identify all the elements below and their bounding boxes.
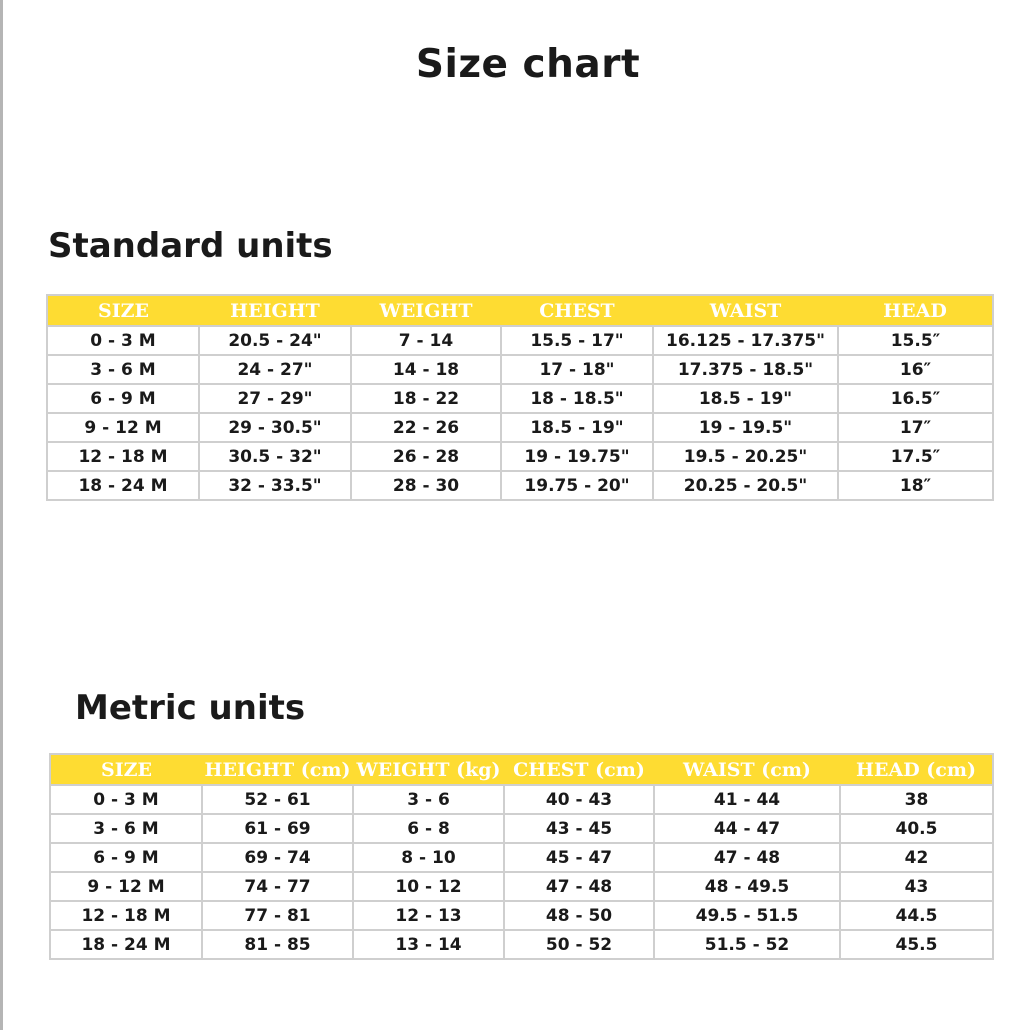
table-row — [50, 901, 993, 930]
table-cell: 10 - 12 — [353, 872, 504, 901]
table-cell: 38 — [840, 785, 993, 814]
table-cell: 32 - 33.5" — [199, 471, 351, 500]
table-cell: 19.75 - 20" — [501, 471, 653, 500]
metric-size-table — [49, 753, 994, 960]
table-cell: 0 - 3 M — [47, 326, 199, 355]
table-row — [47, 442, 993, 471]
table-cell: 6 - 8 — [353, 814, 504, 843]
table-cell: 12 - 13 — [353, 901, 504, 930]
table-cell: 20.5 - 24" — [199, 326, 351, 355]
table-row — [50, 814, 993, 843]
table-cell: 41 - 44 — [654, 785, 840, 814]
standard-size-table — [46, 294, 994, 501]
table-cell: 18 - 22 — [351, 384, 501, 413]
table-cell: 28 - 30 — [351, 471, 501, 500]
table-row — [50, 843, 993, 872]
table-cell: 22 - 26 — [351, 413, 501, 442]
metric-units-heading: Metric units — [75, 688, 306, 728]
table-cell: 19 - 19.75" — [501, 442, 653, 471]
table-cell: 29 - 30.5" — [199, 413, 351, 442]
page-left-border — [0, 0, 3, 1030]
column-header: SIZE — [47, 295, 199, 326]
table-cell: 43 — [840, 872, 993, 901]
table-cell: 43 - 45 — [504, 814, 654, 843]
table-header-row — [50, 754, 993, 785]
table-cell: 18 - 24 M — [47, 471, 199, 500]
table-cell: 69 - 74 — [202, 843, 353, 872]
table-cell: 26 - 28 — [351, 442, 501, 471]
table-row — [50, 872, 993, 901]
column-header: CHEST — [501, 295, 653, 326]
table-cell: 16.125 - 17.375" — [653, 326, 838, 355]
table-cell: 6 - 9 M — [50, 843, 202, 872]
column-header: HEAD — [838, 295, 993, 326]
table-cell: 49.5 - 51.5 — [654, 901, 840, 930]
column-header: HEIGHT — [199, 295, 351, 326]
table-cell: 9 - 12 M — [50, 872, 202, 901]
table-row — [50, 930, 993, 959]
column-header: SIZE — [50, 754, 202, 785]
table-cell: 74 - 77 — [202, 872, 353, 901]
table-cell: 16.5″ — [838, 384, 993, 413]
table-cell: 16″ — [838, 355, 993, 384]
table-cell: 3 - 6 — [353, 785, 504, 814]
column-header: HEIGHT (cm) — [202, 754, 353, 785]
table-row — [47, 413, 993, 442]
table-cell: 9 - 12 M — [47, 413, 199, 442]
table-row — [50, 785, 993, 814]
column-header: WAIST (cm) — [654, 754, 840, 785]
table-cell: 44.5 — [840, 901, 993, 930]
table-header-row — [47, 295, 993, 326]
table-cell: 44 - 47 — [654, 814, 840, 843]
table-cell: 18 - 24 M — [50, 930, 202, 959]
table-cell: 30.5 - 32" — [199, 442, 351, 471]
table-cell: 77 - 81 — [202, 901, 353, 930]
table-cell: 52 - 61 — [202, 785, 353, 814]
table-cell: 13 - 14 — [353, 930, 504, 959]
table-cell: 50 - 52 — [504, 930, 654, 959]
table-cell: 45 - 47 — [504, 843, 654, 872]
table-cell: 24 - 27" — [199, 355, 351, 384]
table-cell: 17″ — [838, 413, 993, 442]
table-cell: 47 - 48 — [504, 872, 654, 901]
table-cell: 8 - 10 — [353, 843, 504, 872]
standard-units-heading: Standard units — [48, 226, 333, 266]
table-cell: 18 - 18.5" — [501, 384, 653, 413]
table-cell: 18″ — [838, 471, 993, 500]
table-cell: 14 - 18 — [351, 355, 501, 384]
table-row — [47, 355, 993, 384]
table-cell: 51.5 - 52 — [654, 930, 840, 959]
table-cell: 19.5 - 20.25" — [653, 442, 838, 471]
table-cell: 7 - 14 — [351, 326, 501, 355]
table-cell: 48 - 49.5 — [654, 872, 840, 901]
column-header: WAIST — [653, 295, 838, 326]
table-cell: 18.5 - 19" — [501, 413, 653, 442]
column-header: HEAD (cm) — [840, 754, 993, 785]
table-cell: 47 - 48 — [654, 843, 840, 872]
table-row — [47, 326, 993, 355]
column-header: WEIGHT — [351, 295, 501, 326]
table-cell: 17.5″ — [838, 442, 993, 471]
column-header: CHEST (cm) — [504, 754, 654, 785]
table-cell: 17 - 18" — [501, 355, 653, 384]
table-row — [47, 471, 993, 500]
table-cell: 3 - 6 M — [50, 814, 202, 843]
table-cell: 27 - 29" — [199, 384, 351, 413]
table-cell: 15.5 - 17" — [501, 326, 653, 355]
table-cell: 18.5 - 19" — [653, 384, 838, 413]
table-cell: 40 - 43 — [504, 785, 654, 814]
table-cell: 15.5″ — [838, 326, 993, 355]
column-header: WEIGHT (kg) — [353, 754, 504, 785]
table-cell: 48 - 50 — [504, 901, 654, 930]
table-cell: 40.5 — [840, 814, 993, 843]
table-cell: 12 - 18 M — [47, 442, 199, 471]
table-cell: 81 - 85 — [202, 930, 353, 959]
table-cell: 12 - 18 M — [50, 901, 202, 930]
table-cell: 3 - 6 M — [47, 355, 199, 384]
table-cell: 45.5 — [840, 930, 993, 959]
table-cell: 0 - 3 M — [50, 785, 202, 814]
table-cell: 61 - 69 — [202, 814, 353, 843]
table-cell: 20.25 - 20.5" — [653, 471, 838, 500]
table-cell: 19 - 19.5" — [653, 413, 838, 442]
table-cell: 17.375 - 18.5" — [653, 355, 838, 384]
table-row — [47, 384, 993, 413]
table-cell: 6 - 9 M — [47, 384, 199, 413]
table-cell: 42 — [840, 843, 993, 872]
page-title: Size chart — [415, 42, 641, 87]
